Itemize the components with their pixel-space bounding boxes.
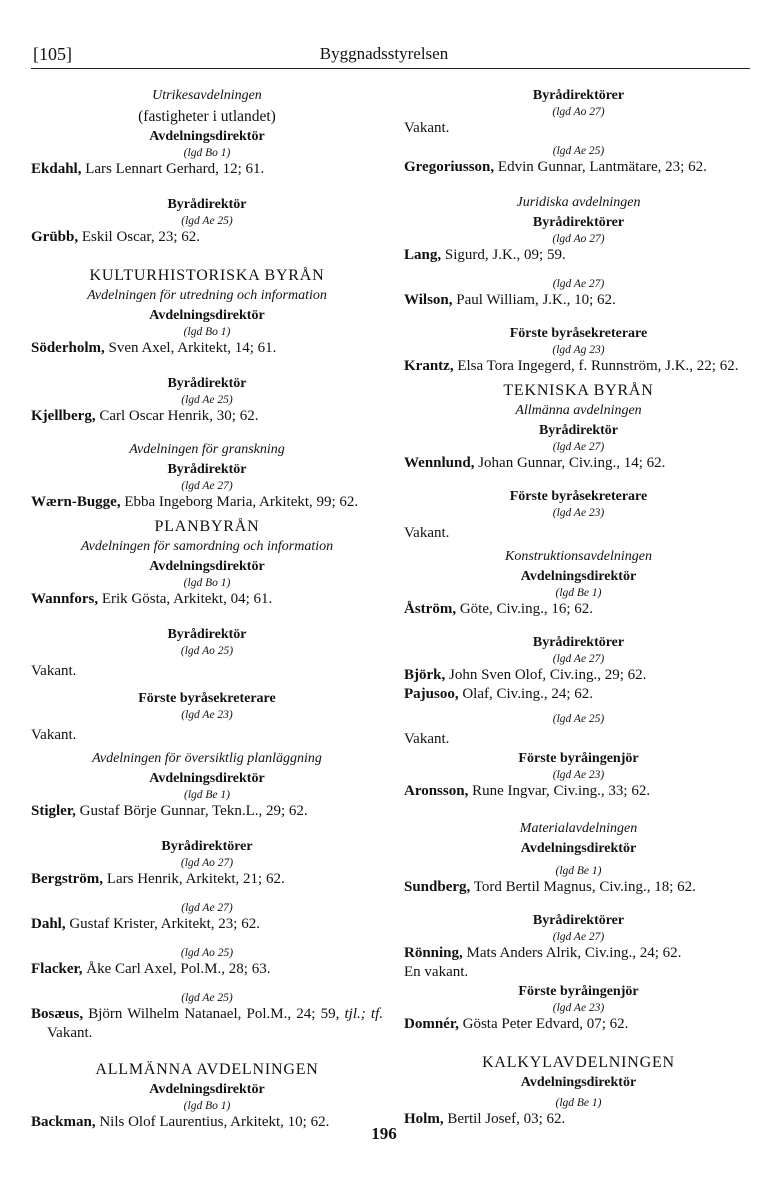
staff-entry: Backman, Nils Olof Laurentius, Arkitekt, 10; 62.: [31, 1114, 330, 1130]
salary-grade: (lgd Ae 23): [181, 709, 233, 721]
position-title: Byrådirektörer: [532, 88, 625, 103]
position-title: Avdelningsdirektör: [520, 841, 637, 856]
staff-entry: Wannfors, Erik Gösta, Arkitekt, 04; 61.: [31, 591, 273, 607]
section-subheading: (fastigheter i utlandet): [138, 108, 276, 125]
vacancy-note: Vakant.: [404, 731, 450, 747]
salary-grade: (lgd Ao 25): [180, 645, 234, 657]
staff-entry: Gregoriusson, Edvin Gunnar, Lantmätare, 23; 62.: [404, 159, 707, 175]
salary-grade: (lgd Ae 27): [552, 441, 605, 453]
header-rule: [31, 68, 750, 69]
salary-grade: (lgd Ae 25): [181, 394, 233, 406]
staff-entry: Rönning, Mats Anders Alrik, Civ.ing., 24; 62.: [404, 945, 682, 961]
staff-entry: Krantz, Elsa Tora Ingegerd, f. Runnström, J.K., 22; 62.: [404, 358, 739, 374]
vacancy-note: Vakant.: [31, 727, 77, 743]
staff-entry: Wærn-Bugge, Ebba Ingeborg Maria, Arkitekt, 99; 62.: [31, 494, 359, 510]
position-title: Avdelningsdirektör: [149, 559, 265, 574]
salary-grade: (lgd Ae 27): [552, 278, 605, 290]
position-title: Byrådirektör: [167, 627, 247, 642]
salary-grade: (lgd Bo 1): [183, 1100, 231, 1112]
salary-grade: (lgd Ao 27): [180, 857, 234, 869]
staff-entry: Stigler, Gustaf Börje Gunnar, Tekn.L., 29; 62.: [31, 803, 308, 819]
position-title: Byrådirektör: [538, 423, 619, 438]
salary-grade: (lgd Bo 1): [183, 577, 231, 589]
section-heading: Allmänna avdelningen: [515, 403, 642, 418]
section-heading: Juridiska avdelningen: [516, 195, 641, 210]
bureau-heading: KALKYLAVDELNINGEN: [482, 1054, 675, 1071]
position-title: Avdelningsdirektör: [149, 1082, 265, 1097]
salary-grade: (lgd Ao 25): [180, 947, 234, 959]
position-title: Byrådirektörer: [532, 913, 625, 928]
bureau-heading: KULTURHISTORISKA BYRÅN: [89, 267, 325, 284]
running-title: Byggnadsstyrelsen: [319, 44, 449, 63]
salary-grade: (lgd Ae 25): [552, 145, 605, 157]
position-title: Byrådirektör: [167, 376, 247, 391]
section-heading: Avdelningen för utredning och information: [87, 288, 327, 303]
salary-grade: (lgd Be 1): [555, 865, 602, 877]
vacancy-note: En vakant.: [404, 964, 469, 980]
staff-entry: Bergström, Lars Henrik, Arkitekt, 21; 62.: [31, 871, 285, 887]
salary-grade: (lgd Be 1): [184, 789, 230, 801]
salary-grade: (lgd Be 1): [555, 1097, 602, 1109]
salary-grade: (lgd Ae 25): [552, 713, 605, 725]
salary-grade: (lgd Ae 23): [552, 1002, 605, 1014]
staff-entry: Domnér, Gösta Peter Edvard, 07; 62.: [404, 1016, 629, 1032]
salary-grade: (lgd Ae 27): [552, 931, 605, 943]
staff-entry: Sundberg, Tord Bertil Magnus, Civ.ing., 18; 62.: [404, 879, 696, 895]
salary-grade: (lgd Ae 27): [552, 653, 605, 665]
page-number: 196: [371, 1124, 397, 1143]
salary-grade: (lgd Ae 23): [552, 507, 605, 519]
position-title: Byrådirektörer: [161, 839, 253, 854]
staff-entry: Grübb, Eskil Oscar, 23; 62.: [31, 229, 200, 245]
position-title: Förste byråsekreterare: [138, 691, 276, 706]
salary-grade: (lgd Ae 23): [552, 769, 605, 781]
position-title: Avdelningsdirektör: [149, 308, 265, 323]
vacancy-note: Vakant.: [31, 663, 77, 679]
salary-grade: (lgd Bo 1): [183, 326, 231, 338]
salary-grade: (lgd Ae 27): [181, 902, 233, 914]
staff-entry: Bosæus, Björn Wilhelm Natanael, Pol.M., 24; 59, tjl.; tf. Vakant.: [31, 1006, 383, 1041]
salary-grade: (lgd Ae 27): [181, 480, 233, 492]
position-title: Förste byråsekreterare: [509, 489, 648, 504]
staff-entry: Aronsson, Rune Ingvar, Civ.ing., 33; 62.: [404, 783, 651, 799]
position-title: Byrådirektörer: [532, 215, 625, 230]
staff-entry: Wennlund, Johan Gunnar, Civ.ing., 14; 62.: [404, 455, 666, 471]
salary-grade: (lgd Ae 25): [181, 215, 233, 227]
salary-grade: (lgd Ao 27): [552, 233, 605, 245]
staff-entry: Pajusoo, Olaf, Civ.ing., 24; 62.: [404, 686, 594, 702]
position-title: Förste byråingenjör: [518, 751, 639, 766]
left-column: [31, 86, 383, 1132]
vacancy-note: Vakant.: [404, 120, 450, 136]
position-title: Förste byråingenjör: [518, 984, 639, 999]
section-heading: Avdelningen för översiktlig planläggning: [92, 751, 322, 766]
bureau-heading: TEKNISKA BYRÅN: [503, 382, 654, 399]
page-reference: [105]: [33, 44, 72, 64]
staff-entry: Kjellberg, Carl Oscar Henrik, 30; 62.: [31, 408, 259, 424]
section-heading: Avdelningen för granskning: [129, 442, 285, 457]
salary-grade: (lgd Be 1): [555, 587, 602, 599]
section-heading: Avdelningen för samordning och information: [80, 539, 334, 554]
staff-entry: Lang, Sigurd, J.K., 09; 59.: [404, 247, 566, 263]
salary-grade: (lgd Bo 1): [183, 147, 231, 159]
section-heading: Konstruktionsavdelningen: [505, 549, 652, 564]
staff-entry: Holm, Bertil Josef, 03; 62.: [404, 1111, 566, 1127]
position-title: Avdelningsdirektör: [149, 129, 265, 144]
position-title: Avdelningsdirektör: [520, 569, 637, 584]
position-title: Avdelningsdirektör: [149, 771, 265, 786]
staff-entry: Wilson, Paul William, J.K., 10; 62.: [404, 292, 616, 308]
position-title: Byrådirektörer: [532, 635, 625, 650]
staff-entry: Dahl, Gustaf Krister, Arkitekt, 23; 62.: [31, 916, 260, 932]
staff-entry: Åström, Göte, Civ.ing., 16; 62.: [404, 601, 594, 617]
bureau-heading: ALLMÄNNA AVDELNINGEN: [95, 1061, 319, 1078]
staff-entry: Flacker, Åke Carl Axel, Pol.M., 28; 63.: [31, 961, 271, 977]
position-title: Byrådirektör: [167, 197, 247, 212]
staff-entry: Ekdahl, Lars Lennart Gerhard, 12; 61.: [31, 161, 265, 177]
position-title: Avdelningsdirektör: [520, 1075, 637, 1090]
position-title: Byrådirektör: [167, 462, 247, 477]
bureau-heading: PLANBYRÅN: [154, 518, 260, 535]
staff-entry: Björk, John Sven Olof, Civ.ing., 29; 62.: [404, 667, 647, 683]
salary-grade: (lgd Ag 23): [552, 344, 605, 356]
section-heading: Materialavdelningen: [519, 821, 638, 836]
vacancy-note: Vakant.: [404, 525, 450, 541]
salary-grade: (lgd Ao 27): [552, 106, 605, 118]
staff-entry: Söderholm, Sven Axel, Arkitekt, 14; 61.: [31, 340, 277, 356]
section-heading: Utrikesavdelningen: [152, 88, 262, 103]
salary-grade: (lgd Ae 25): [181, 992, 233, 1004]
right-column: [404, 86, 753, 1129]
position-title: Förste byråsekreterare: [509, 326, 648, 341]
